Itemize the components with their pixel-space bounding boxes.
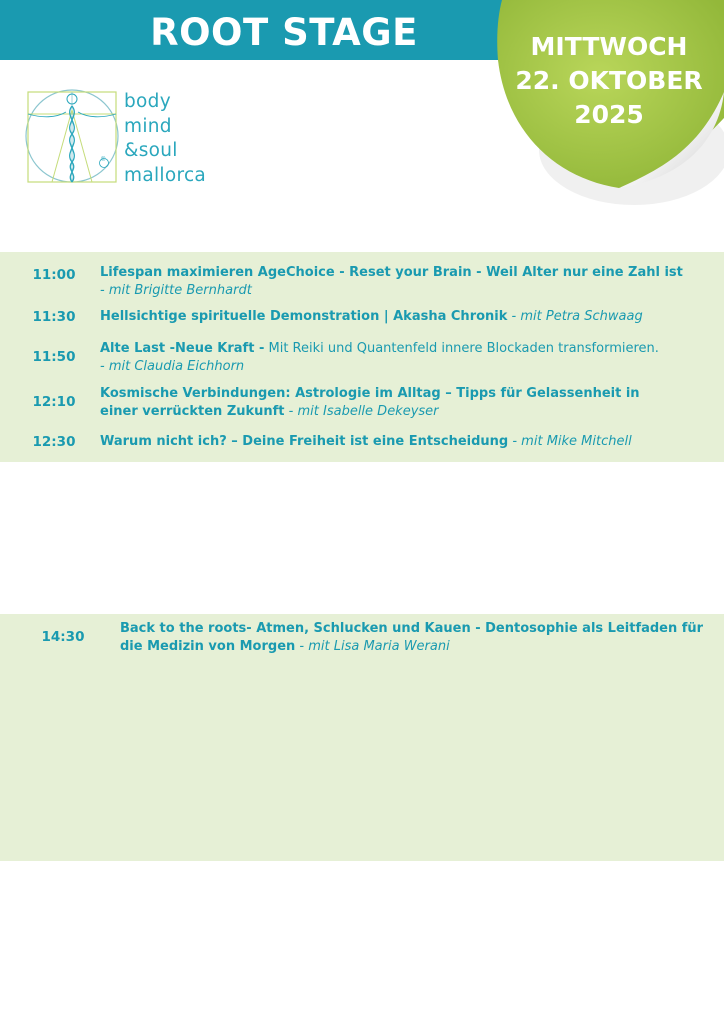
slot-speaker: - mit Mike Mitchell (512, 434, 632, 449)
stage-title: ROOT STAGE (150, 11, 418, 54)
slot-title: Back to the roots- Atmen, Schlucken und Kauen - Dentosophie als Leitfaden für die Medizin von Morgen (120, 621, 704, 654)
logo-line-soul: &soul (124, 140, 178, 162)
slot-title: Warum nicht ich? – Deine Freiheit ist eine Entscheidung (100, 434, 509, 449)
date-weekday: MITTWOCH (530, 32, 688, 61)
slot-speaker: - mit Lisa Maria Werani (299, 638, 450, 654)
slot-subtitle: Mit Reiki und Quantenfeld innere Blockaden transformieren. (264, 341, 659, 356)
logo-line-mallorca: mallorca (124, 164, 207, 186)
slot-title: Hellsichtige spirituelle Demonstration | Akasha Chronik (100, 309, 508, 324)
slot-time: 12:10 (32, 394, 76, 410)
logo-line-mind: mind (124, 115, 172, 137)
slot-speaker: - mit Isabelle Dekeyser (288, 403, 439, 419)
logo-line-body: body (124, 91, 171, 112)
slot-description (100, 308, 710, 326)
slot-title: Kosmische Verbindungen: Astrologie im Alltag – Tipps für Gelassenheit in einer verrückten Zukunft (100, 386, 640, 419)
slot-time: 11:30 (32, 309, 76, 325)
slot-speaker: - mit Claudia Eichhorn (100, 358, 245, 374)
slot-speaker: - mit Petra Schwaag (511, 309, 643, 324)
slot-title: Lifespan maximieren AgeChoice - Reset your Brain - Weil Alter nur eine Zahl ist (100, 265, 683, 280)
slot-time: 11:50 (32, 349, 76, 365)
slot-time: 14:30 (41, 629, 85, 645)
slot-description (120, 620, 710, 655)
date-text (494, 30, 724, 132)
slot-time: 11:00 (32, 267, 76, 283)
slot-description (100, 340, 710, 375)
slot-time: 12:30 (32, 434, 76, 450)
slot-title: Alte Last -Neue Kraft - (100, 341, 265, 356)
registered-mark: ® (101, 157, 106, 163)
slot-description (100, 433, 710, 451)
slot-description (100, 264, 700, 299)
date-day-month: 22. OKTOBER (515, 66, 703, 95)
slot-description (100, 385, 680, 420)
slot-speaker: - mit Brigitte Bernhardt (100, 282, 252, 298)
date-year: 2025 (574, 100, 644, 129)
logo-wordmark (124, 90, 206, 188)
